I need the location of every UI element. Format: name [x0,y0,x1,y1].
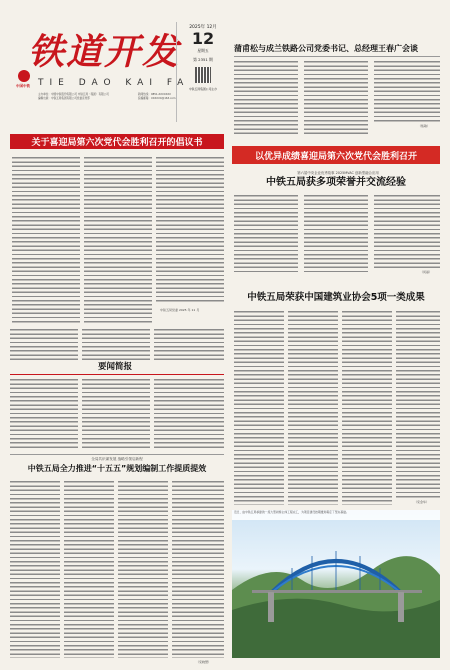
brief-col1 [10,378,78,450]
honor-col2 [288,310,338,505]
honor-col4 [396,310,440,498]
masthead-pinyin: TIE DAO KAI FA [38,78,190,88]
plan-kicker: 全局共识谋发展 战略引领启新程 [91,457,143,461]
brief-col3 [154,378,224,450]
masthead-sub1: 主办单位：中国中铁股份有限公司 中铁五局（集团）有限公司 [38,93,109,96]
editor-note: 中铁五局集团公司主办 [189,87,217,91]
masthead-sub3: 新闻热线：0851-XXXXXXX [138,93,171,96]
award-col1 [234,194,298,274]
award-reporter: （何丽） [420,270,433,274]
org-name: 中国中铁 [16,84,30,88]
bridge-photo [232,510,440,658]
proposal-col2 [84,156,152,324]
qr-code [195,67,211,83]
plan-col4 [172,480,224,658]
brief-intro-col3 [154,328,224,360]
top-headline: 蒲甫松与成兰铁路公司党委书记、总经理王春广会谈 [234,44,418,53]
top-rule [234,56,440,57]
top-reporter: （熊敏） [418,124,431,128]
honor-col1 [234,310,284,505]
brief-intro-col2 [82,328,150,360]
plan-col3 [118,480,168,658]
award-headline: 中铁五局获多项荣誉并交流经验 [266,177,406,188]
honor-headline: 中铁五局荣获中国建筑业协会5项一类成果 [247,292,425,303]
photo-caption: 近日，由中铁五局承建的一座大型拱桥主体工程完工，为项目建设按期推进奠定了坚实基础。 [232,510,440,520]
section-divider [10,454,224,455]
plan-col1 [10,480,60,658]
brief-col2 [82,378,150,450]
award-col2 [304,194,368,274]
company-logo [18,70,30,82]
proposal-col3 [156,156,224,304]
masthead-title: 铁道开发 [28,31,181,73]
award-col3 [374,194,440,268]
honor-reporter: （宋金华） [414,500,430,504]
bottom-left-tag: （宋晓慧） [196,660,212,664]
honor-col3 [342,310,392,505]
bridge-illustration [232,520,440,658]
top-article-col3 [374,60,440,122]
masthead-sub2: 编辑出版：中铁五局集团有限公司党委宣传部 [38,97,90,100]
proposal-signature: 中铁五局党委 2025 年 11 月 [160,308,200,312]
weekday: 星期五 [197,48,209,53]
plan-col2 [64,480,114,658]
top-article-col2 [304,60,368,134]
brief-title: 要闻简报 [97,362,132,372]
date-day: 12 [191,29,215,48]
plan-headline: 中铁五局全力推进“十五五”规划编制工作提质提效 [27,464,207,473]
award-kicker: 第六届中央企业优秀故事 2025MVAC 创新型融合应用 [297,171,379,175]
left-banner: 关于喜迎局第六次党代会胜利召开的倡议书 [10,134,224,149]
masthead-sub4: 投稿邮箱：XXXXXX@163.com [138,97,176,100]
top-article-col1 [234,60,298,134]
proposal-box [10,152,224,324]
brief-intro-col1 [10,328,78,360]
right-banner: 以优异成绩喜迎局第六次党代会胜利召开 [232,146,440,164]
date-box [176,22,229,122]
brief-title-rule [10,374,224,375]
issue-number: 第 2351 期 [193,57,213,62]
date-year: 2025年 12月 [189,25,217,30]
proposal-col1 [12,156,80,324]
